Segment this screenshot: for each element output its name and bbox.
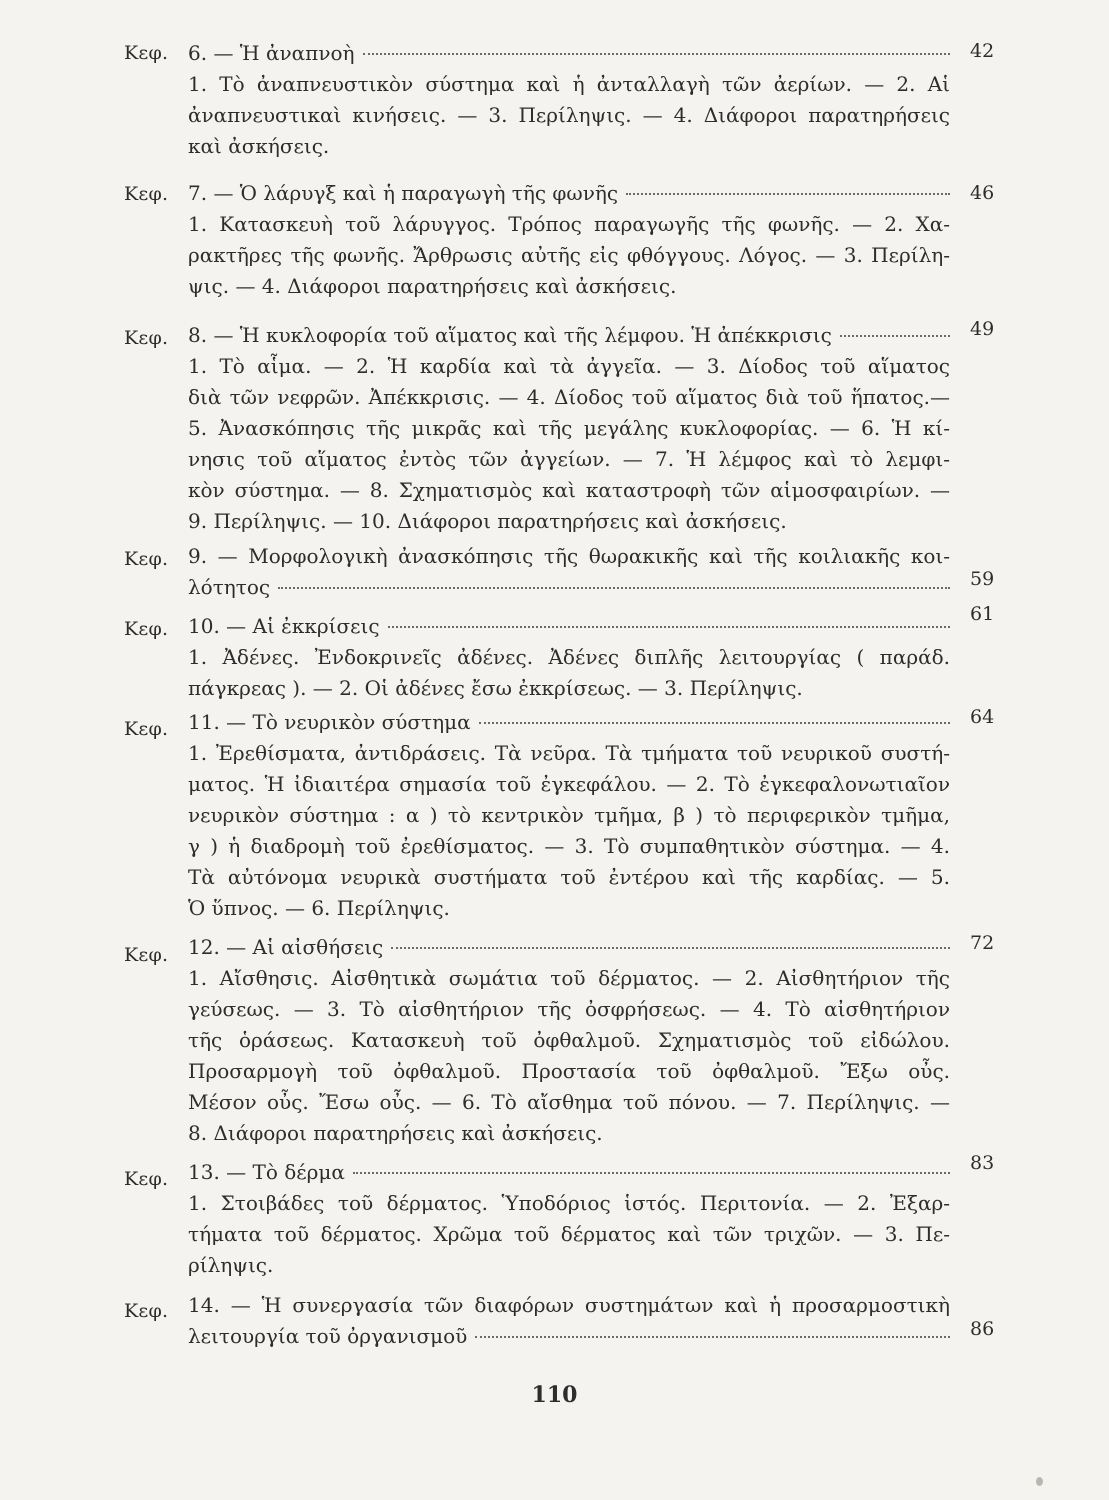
summary-line: Προσαρμογὴ τοῦ ὀφθαλμοῦ. Προστασία τοῦ ὀφθαλμοῦ. Ἔξω οὖς.: [188, 1059, 950, 1083]
chapter-title-line: [188, 1157, 950, 1188]
summary-line: κὸν σύστημα. — 8. Σχηματισμὸς καὶ καταστροφὴ τῶν αἱμοσφαιρίων. —: [188, 478, 950, 502]
dot-leader: [840, 335, 950, 337]
summary-line: Ὁ ὕπνος. — 6. Περίληψις.: [188, 896, 450, 920]
summary-line: τῆς ὁράσεως. Κατασκευὴ τοῦ ὀφθαλμοῦ. Σχηματισμὸς τοῦ εἰδώλου.: [188, 1028, 950, 1052]
chapter-label: Κεφ.: [124, 618, 169, 640]
summary-line: ρακτῆρες τῆς φωνῆς. Ἄρθρωσις αὐτῆς εἰς φθόγγους. Λόγος. — 3. Περίλη-: [188, 243, 950, 267]
chapter-title: 13. — Τὸ δέρμα: [188, 1160, 345, 1184]
summary-line: 5. Ἀνασκόπησις τῆς μικρᾶς καὶ τῆς μεγάλης κυκλοφορίας. — 6. Ἡ κί-: [188, 416, 950, 440]
dot-leader: [475, 1336, 950, 1338]
page-number-ref: 64: [970, 706, 995, 728]
summary-line: Τὰ αὐτόνομα νευρικὰ συστήματα τοῦ ἐντέρου καὶ τῆς καρδίας. — 5.: [188, 865, 950, 889]
summary-line: νευρικὸν σύστημα : α ) τὸ κεντρικὸν τμῆμα, β ) τὸ περιφερικὸν τμῆμα,: [188, 803, 950, 827]
summary-line: 1. Κατασκευὴ τοῦ λάρυγγος. Τρόπος παραγωγῆς τῆς φωνῆς. — 2. Χα-: [188, 212, 950, 236]
chapter-title-continued: λειτουργία τοῦ ὀργανισμοῦ: [188, 1324, 468, 1348]
chapter-label: Κεφ.: [124, 42, 169, 64]
chapter-label: Κεφ.: [124, 718, 169, 740]
summary-line: νησις τοῦ αἵματος ἐντὸς τῶν ἀγγείων. — 7. Ἡ λέμφος καὶ τὸ λεμφι-: [188, 447, 950, 471]
summary-line: ψις. — 4. Διάφοροι παρατηρήσεις καὶ ἀσκήσεις.: [188, 274, 677, 298]
chapter-label: Κεφ.: [124, 327, 169, 349]
page-number-ref: 72: [970, 932, 995, 954]
chapter-title-continued: λότητος: [188, 575, 271, 599]
page-footer-number: 110: [531, 1382, 578, 1408]
dot-leader: [363, 53, 951, 55]
chapter-title: 7. — Ὁ λάρυγξ καὶ ἡ παραγωγὴ τῆς φωνῆς: [188, 181, 619, 205]
page-number-ref: 46: [970, 182, 995, 204]
summary-line: 1. Ἀδένες. Ἐνδοκρινεῖς ἀδένες. Ἀδένες διπλῆς λειτουργίας ( παράδ.: [188, 645, 950, 669]
dot-leader: [626, 193, 950, 195]
summary-line: ἀναπνευστικαὶ κινήσεις. — 3. Περίληψις. — 4. Διάφοροι παρατηρήσεις: [188, 103, 950, 127]
dot-leader: [479, 722, 950, 724]
chapter-title-line: [188, 320, 950, 351]
summary-line: 1. Στοιβάδες τοῦ δέρματος. Ὑποδόριος ἱστός. Περιτονία. — 2. Ἐξαρ-: [188, 1191, 950, 1215]
page-number-ref: 42: [970, 40, 995, 62]
chapter-title: 9. — Μορφολογικὴ ἀνασκόπησις τῆς θωρακικῆς καὶ τῆς κοιλιακῆς κοι-: [188, 544, 950, 568]
chapter-title: 10. — Αἱ ἐκκρίσεις: [188, 614, 380, 638]
dot-leader: [353, 1172, 950, 1174]
summary-line: ματος. Ἡ ἰδιαιτέρα σημασία τοῦ ἐγκεφάλου. — 2. Τὸ ἐγκεφαλονωτιαῖον: [188, 772, 950, 796]
chapter-title-line: [188, 707, 950, 738]
chapter-title: 12. — Αἱ αἰσθήσεις: [188, 935, 384, 959]
summary-line: πάγκρεας ). — 2. Οἱ ἀδένες ἔσω ἐκκρίσεως. — 3. Περίληψις.: [188, 676, 803, 700]
paper-speck: [1036, 1477, 1043, 1486]
page-number-ref: 49: [970, 318, 995, 340]
summary-line: 1. Τὸ ἀναπνευστικὸν σύστημα καὶ ἡ ἀνταλλαγὴ τῶν ἀερίων. — 2. Αἱ: [188, 72, 950, 96]
chapter-title: 14. — Ἡ συνεργασία τῶν διαφόρων συστημάτων καὶ ἡ προσαρμοστικὴ: [188, 1293, 950, 1317]
page-number-ref: 86: [970, 1318, 995, 1340]
dot-leader: [388, 626, 950, 628]
chapter-label: Κεφ.: [124, 944, 169, 966]
chapter-title-line: [188, 1321, 950, 1352]
summary-line: 8. Διάφοροι παρατηρήσεις καὶ ἀσκήσεις.: [188, 1121, 603, 1145]
page-number-ref: 59: [970, 568, 995, 590]
chapter-title-line: [188, 611, 950, 642]
chapter-label: Κεφ.: [124, 183, 169, 205]
chapter-label: Κεφ.: [124, 1168, 169, 1190]
chapter-title-line: [188, 572, 950, 603]
page-number-ref: 61: [970, 603, 995, 625]
summary-line: γεύσεως. — 3. Τὸ αἰσθητήριον τῆς ὀσφρήσεως. — 4. Τὸ αἰσθητήριον: [188, 997, 950, 1021]
chapter-title: 11. — Τὸ νευρικὸν σύστημα: [188, 710, 471, 734]
dot-leader: [391, 947, 950, 949]
summary-line: 1. Τὸ αἷμα. — 2. Ἡ καρδία καὶ τὰ ἀγγεῖα. — 3. Δίοδος τοῦ αἵματος: [188, 354, 950, 378]
chapter-title-line: [188, 38, 950, 69]
chapter-label: Κεφ.: [124, 1300, 169, 1322]
summary-line: 1. Αἴσθησις. Αἰσθητικὰ σωμάτια τοῦ δέρματος. — 2. Αἰσθητήριον τῆς: [188, 966, 950, 990]
summary-line: διὰ τῶν νεφρῶν. Ἀπέκκρισις. — 4. Δίοδος τοῦ αἵματος διὰ τοῦ ἥπατος.—: [188, 385, 950, 409]
summary-line: 1. Ἐρεθίσματα, ἀντιδράσεις. Τὰ νεῦρα. Τὰ τμήματα τοῦ νευρικοῦ συστή-: [188, 741, 950, 765]
summary-line: γ ) ἡ διαδρομὴ τοῦ ἐρεθίσματος. — 3. Τὸ συμπαθητικὸν σύστημα. — 4.: [188, 834, 950, 858]
summary-line: τήματα τοῦ δέρματος. Χρῶμα τοῦ δέρματος καὶ τῶν τριχῶν. — 3. Πε-: [188, 1222, 950, 1246]
dot-leader: [278, 587, 950, 589]
summary-line: 9. Περίληψις. — 10. Διάφοροι παρατηρήσεις καὶ ἀσκήσεις.: [188, 509, 787, 533]
chapter-label: Κεφ.: [124, 548, 169, 570]
summary-line: ρίληψις.: [188, 1253, 274, 1277]
summary-line: Μέσον οὖς. Ἔσω οὖς. — 6. Τὸ αἴσθημα τοῦ πόνου. — 7. Περίληψις. —: [188, 1090, 950, 1114]
summary-line: καὶ ἀσκήσεις.: [188, 134, 330, 158]
chapter-title-line: [188, 932, 950, 963]
chapter-title: 6. — Ἡ ἀναπνοὴ: [188, 41, 355, 65]
chapter-title: 8. — Ἡ κυκλοφορία τοῦ αἵματος καὶ τῆς λέμφου. Ἡ ἀπέκκρισις: [188, 323, 832, 347]
page-number-ref: 83: [970, 1152, 995, 1174]
chapter-title-line: [188, 178, 950, 209]
